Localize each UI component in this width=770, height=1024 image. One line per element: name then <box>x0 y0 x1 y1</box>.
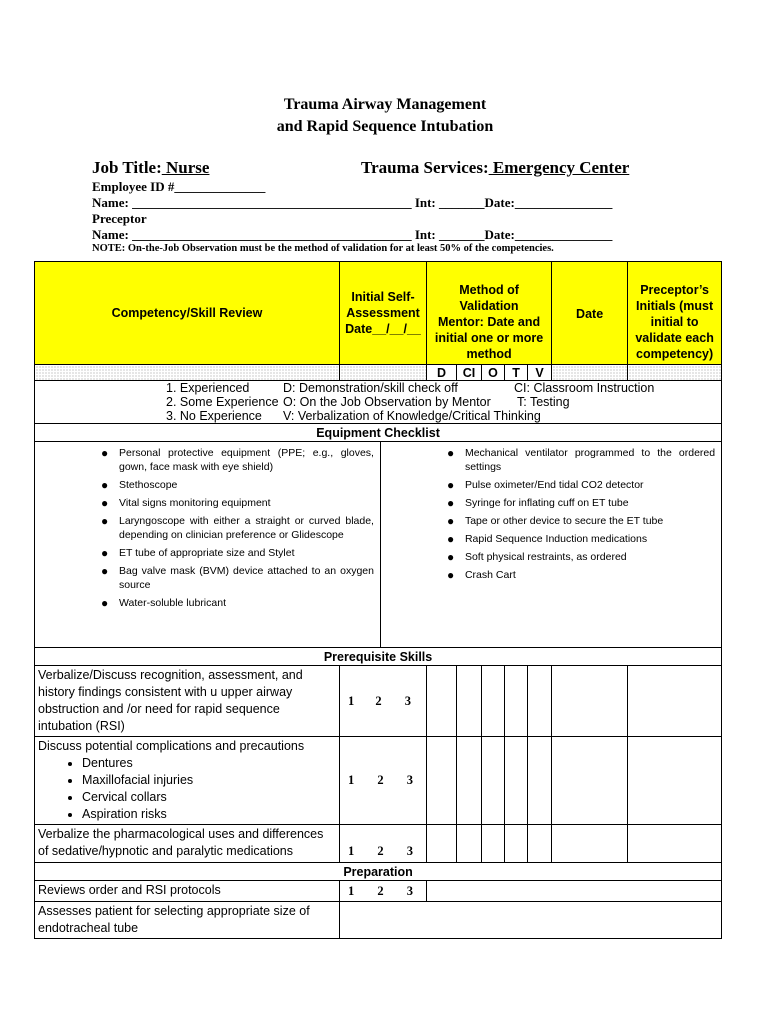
skill-pharmacology: Verbalize the pharmacological uses and differences of sedative/hypnotic and paralytic medications <box>35 825 340 863</box>
bullet-icon: ● <box>446 550 455 564</box>
preceptor-name-field-line[interactable]: Name: ___________________________________________ Int: _______Date:_______________ <box>92 227 613 242</box>
method-line1: Method of <box>459 283 519 297</box>
method-code-ci: CI <box>457 365 482 381</box>
validation-note: NOTE: On-the-Job Observation must be the method of validation for at least 50% of the competencies. <box>92 243 554 254</box>
bullet-icon: ● <box>101 546 109 560</box>
bullet-icon: ● <box>446 514 455 528</box>
method-o-cell[interactable] <box>482 825 505 863</box>
unused-cell <box>340 902 722 939</box>
preceptor-line5: competency) <box>636 347 714 361</box>
equipment-item-label: Crash Cart <box>464 569 516 581</box>
self-rating[interactable] <box>340 666 427 737</box>
method-line3: Mentor: Date and <box>438 315 541 329</box>
method-line5: method <box>466 347 512 361</box>
equipment-item-label: Laryngoscope with either a straight or curved blade, depending on clinician preference or Glidescope <box>119 515 374 541</box>
legend-observation: O: On the Job Observation by Mentor <box>283 395 491 409</box>
bullet-icon: ● <box>446 532 455 546</box>
unused-cell <box>427 881 722 902</box>
self-rating[interactable] <box>340 881 427 902</box>
equipment-item-label: Vital signs monitoring equipment <box>119 497 271 509</box>
method-d-cell[interactable] <box>427 666 457 737</box>
equipment-item-label: Water-soluble lubricant <box>119 597 226 609</box>
employee-id-field[interactable]: Employee ID #______________ <box>92 179 266 194</box>
preceptor-line4: validate each <box>635 331 714 345</box>
legend-testing: T: Testing <box>517 395 570 409</box>
date-cell[interactable] <box>552 825 628 863</box>
method-ci-cell[interactable] <box>457 666 482 737</box>
date-header: Date <box>552 262 628 365</box>
header-shaded-cell <box>340 365 427 381</box>
job-title <box>92 158 209 178</box>
method-line4: initial one or more <box>434 331 544 345</box>
skill-reviews-order: Reviews order and RSI protocols <box>35 881 340 902</box>
rating-3[interactable]: 3 <box>406 883 413 898</box>
equipment-item <box>443 446 715 474</box>
preparation-title: Preparation <box>35 863 722 881</box>
equipment-item-label: Pulse oximeter/End tidal CO2 detector <box>464 479 644 491</box>
trauma-services <box>361 158 629 178</box>
rating-2[interactable]: 2 <box>375 693 382 708</box>
method-code-d: D <box>427 365 457 381</box>
equipment-item-label: Bag valve mask (BVM) device attached to an oxygen source <box>119 565 374 591</box>
preceptor-initials-cell[interactable] <box>628 737 722 825</box>
equipment-item <box>443 550 715 564</box>
equipment-item <box>443 514 715 528</box>
rating-3[interactable]: 3 <box>406 773 413 787</box>
name-field-line[interactable]: Name: ___________________________________________ Int: _______Date:_______________ <box>92 195 613 210</box>
equipment-item <box>443 532 715 546</box>
equipment-item-label: Stethoscope <box>119 479 178 491</box>
bullet-icon: ● <box>101 514 109 528</box>
rating-3[interactable]: 3 <box>404 693 411 708</box>
method-v-cell[interactable] <box>528 825 552 863</box>
bullet-icon: ● <box>446 496 455 510</box>
method-code-o: O <box>482 365 505 381</box>
equipment-item-label: Rapid Sequence Induction medications <box>464 533 648 545</box>
equipment-item <box>443 478 715 492</box>
equipment-item <box>97 546 374 560</box>
legend-demonstration: D: Demonstration/skill check off <box>283 381 458 395</box>
complication-item: • Cervical collars <box>82 789 336 806</box>
prerequisite-skills-title: Prerequisite Skills <box>35 648 722 666</box>
method-o-cell[interactable] <box>482 737 505 825</box>
method-code-v: V <box>528 365 552 381</box>
bullet-icon: ● <box>101 596 109 610</box>
rating-1[interactable]: 1 <box>348 693 355 708</box>
self-assessment-header <box>340 262 427 365</box>
method-t-cell[interactable] <box>505 737 528 825</box>
rating-2[interactable]: 2 <box>377 844 384 858</box>
method-t-cell[interactable] <box>505 825 528 863</box>
preceptor-line1: Preceptor’s <box>640 283 709 297</box>
method-o-cell[interactable] <box>482 666 505 737</box>
skill-et-tube-size: Assesses patient for selecting appropriate size of endotracheal tube <box>35 902 340 939</box>
preceptor-line2: Initials (must <box>636 299 714 313</box>
method-d-cell[interactable] <box>427 737 457 825</box>
complications-intro: Discuss potential complications and precautions <box>38 739 305 753</box>
competency-header: Competency/Skill Review <box>35 262 340 365</box>
equipment-item <box>97 446 374 474</box>
rating-1[interactable]: 1 <box>348 773 355 787</box>
equipment-item-label: Soft physical restraints, as ordered <box>464 551 627 563</box>
method-ci-cell[interactable] <box>457 737 482 825</box>
date-cell[interactable] <box>552 737 628 825</box>
bullet-icon: ● <box>101 478 109 492</box>
equipment-item <box>97 596 374 610</box>
rating-no-experience: 3. No Experience <box>166 409 262 423</box>
header-shaded-cell <box>628 365 722 381</box>
self-assessment-line2: Assessment <box>346 306 420 320</box>
document-title-line2: and Rapid Sequence Intubation <box>276 118 494 135</box>
header-shaded-cell <box>35 365 340 381</box>
rating-2[interactable]: 2 <box>377 773 384 787</box>
equipment-item <box>443 496 715 510</box>
method-line2: Validation <box>459 299 519 313</box>
method-v-cell[interactable] <box>528 666 552 737</box>
preceptor-line3: initial to <box>650 315 699 329</box>
preceptor-label: Preceptor <box>92 211 147 226</box>
bullet-icon: ● <box>446 446 455 460</box>
equipment-right-column <box>381 442 721 647</box>
rating-1[interactable]: 1 <box>348 844 355 858</box>
competency-table <box>34 261 721 939</box>
equipment-item-label: Personal protective equipment (PPE; e.g., gloves, gown, face mask with eye shield) <box>119 447 374 473</box>
legend <box>35 381 722 424</box>
equipment-item-label: Tape or other device to secure the ET tube <box>464 515 664 527</box>
document-title-line1: Trauma Airway Management <box>283 96 487 113</box>
services-value: Emergency Center <box>488 158 630 177</box>
header-shaded-cell <box>552 365 628 381</box>
job-title-label: Job Title: <box>92 158 162 177</box>
date-cell[interactable] <box>552 666 628 737</box>
equipment-item-label: ET tube of appropriate size and Stylet <box>119 547 295 559</box>
method-t-cell[interactable] <box>505 666 528 737</box>
equipment-item-label: Mechanical ventilator programmed to the ordered settings <box>464 447 716 473</box>
equipment-checklist <box>35 442 722 648</box>
equipment-checklist-title: Equipment Checklist <box>35 424 722 442</box>
method-v-cell[interactable] <box>528 737 552 825</box>
preceptor-initials-cell[interactable] <box>628 825 722 863</box>
rating-2[interactable]: 2 <box>377 883 384 898</box>
complication-item: • Aspiration risks <box>82 806 336 823</box>
equipment-item <box>443 568 715 582</box>
preceptor-header <box>628 262 722 365</box>
method-ci-cell[interactable] <box>457 825 482 863</box>
rating-some-experience: 2. Some Experience <box>166 395 279 409</box>
equipment-item <box>97 564 374 592</box>
complication-item: • Maxillofacial injuries <box>82 772 336 789</box>
legend-verbalization: V: Verbalization of Knowledge/Critical Thinking <box>283 409 541 423</box>
bullet-icon: ● <box>446 568 455 582</box>
job-title-value: Nurse <box>161 158 210 177</box>
rating-1[interactable]: 1 <box>348 883 355 898</box>
equipment-item <box>97 514 374 542</box>
self-rating[interactable] <box>340 825 427 863</box>
skill-airway-recognition: Verbalize/Discuss recognition, assessment, and history findings consistent with u upper airway obstruction and /or need for rapid sequence intubation (RSI) <box>35 666 340 737</box>
method-header <box>427 262 552 365</box>
equipment-item-label: Syringe for inflating cuff on ET tube <box>464 497 629 509</box>
equipment-item <box>97 496 374 510</box>
equipment-item <box>97 478 374 492</box>
bullet-icon: ● <box>101 564 109 578</box>
self-assessment-line1: Initial Self- <box>351 290 415 304</box>
self-assessment-line3: Date__/__/__ <box>345 322 421 336</box>
skill-complications <box>35 737 340 825</box>
method-d-cell[interactable] <box>427 825 457 863</box>
complication-item: • Dentures <box>82 755 336 772</box>
bullet-icon: ● <box>446 478 455 492</box>
services-label: Trauma Services: <box>361 158 489 177</box>
self-rating[interactable] <box>340 737 427 825</box>
bullet-icon: ● <box>101 446 109 460</box>
preceptor-initials-cell[interactable] <box>628 666 722 737</box>
rating-3[interactable]: 3 <box>406 844 413 858</box>
equipment-left-column <box>35 442 381 647</box>
rating-experienced: 1. Experienced <box>166 381 250 395</box>
legend-classroom: CI: Classroom Instruction <box>514 381 655 395</box>
bullet-icon: ● <box>101 496 109 510</box>
method-code-t: T <box>505 365 528 381</box>
